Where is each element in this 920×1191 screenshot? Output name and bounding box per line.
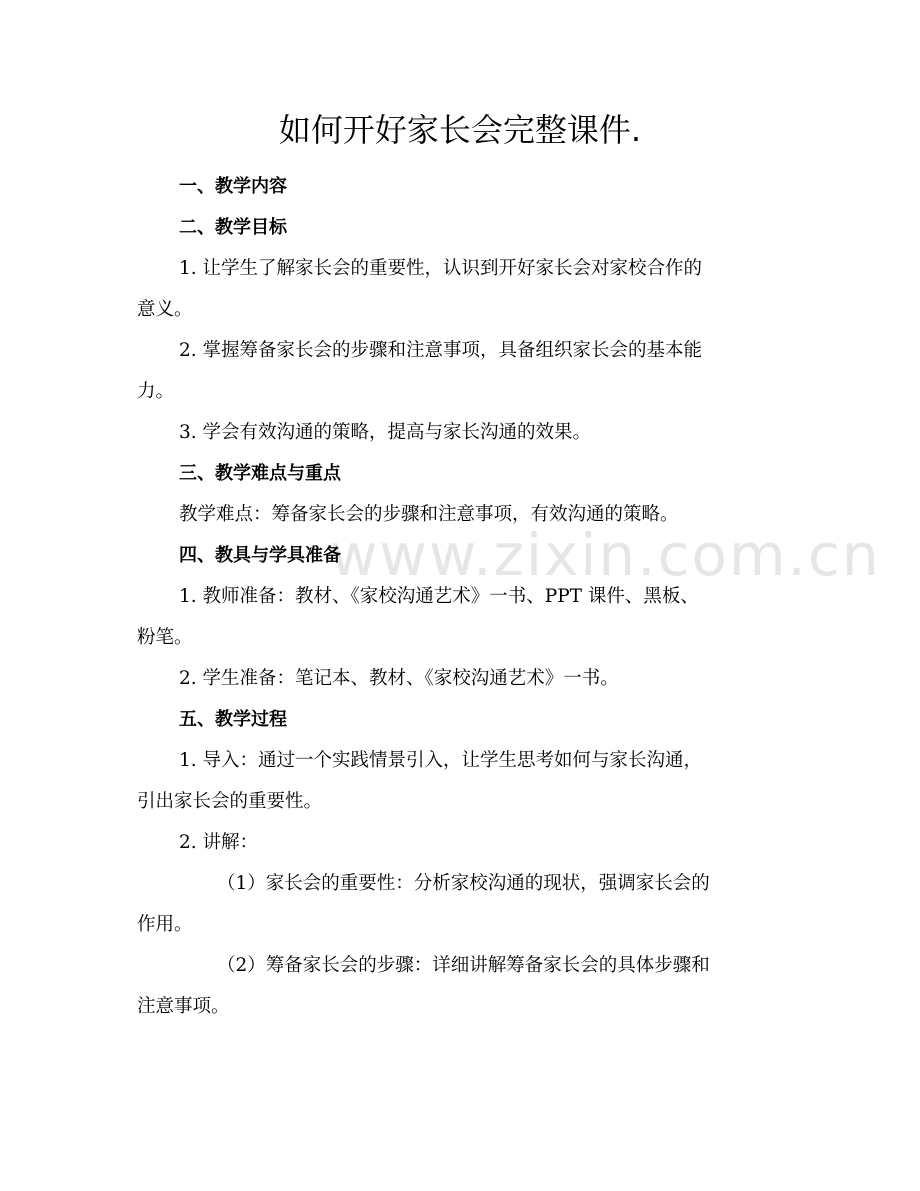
materials-teacher: 1. 教师准备：教材、《家校沟通艺术》一书、PPT 课件、黑板、: [179, 586, 699, 607]
objective-1-continued: 意义。: [137, 299, 193, 320]
objective-1: 1. 让学生了解家长会的重要性，认识到开好家长会对家校合作的: [179, 258, 703, 279]
document-title: 如何开好家长会完整课件.: [278, 111, 642, 149]
section-heading-difficulties: 三、教学难点与重点: [179, 463, 341, 484]
section-heading-objectives: 二、教学目标: [179, 217, 287, 238]
section-heading-materials: 四、教具与学具准备: [179, 545, 341, 566]
process-intro: 1. 导入：通过一个实践情景引入，让学生思考如何与家长沟通，: [179, 750, 703, 771]
objective-2: 2. 掌握筹备家长会的步骤和注意事项，具备组织家长会的基本能: [179, 340, 703, 361]
materials-student: 2. 学生准备：笔记本、教材、《家校沟通艺术》一书。: [179, 668, 619, 689]
lecture-point-1-continued: 作用。: [137, 914, 193, 935]
difficulties-text: 教学难点：筹备家长会的步骤和注意事项，有效沟通的策略。: [179, 504, 679, 525]
process-lecture: 2. 讲解：: [179, 832, 259, 853]
section-heading-process: 五、教学过程: [179, 709, 287, 730]
lecture-point-2-continued: 注意事项。: [137, 996, 230, 1017]
process-intro-continued: 引出家长会的重要性。: [137, 791, 323, 812]
materials-teacher-continued: 粉笔。: [137, 627, 193, 648]
watermark: www.zixin.com.cn: [330, 521, 881, 589]
document-body: [137, 166, 785, 1027]
section-heading-content: 一、教学内容: [179, 176, 287, 197]
lecture-point-1: （1）家长会的重要性：分析家校沟通的现状，强调家长会的: [217, 873, 710, 894]
lecture-point-2: （2）筹备家长会的步骤：详细讲解筹备家长会的具体步骤和: [217, 955, 710, 976]
objective-2-continued: 力。: [137, 381, 175, 402]
objective-3: 3. 学会有效沟通的策略，提高与家长沟通的效果。: [179, 422, 592, 443]
